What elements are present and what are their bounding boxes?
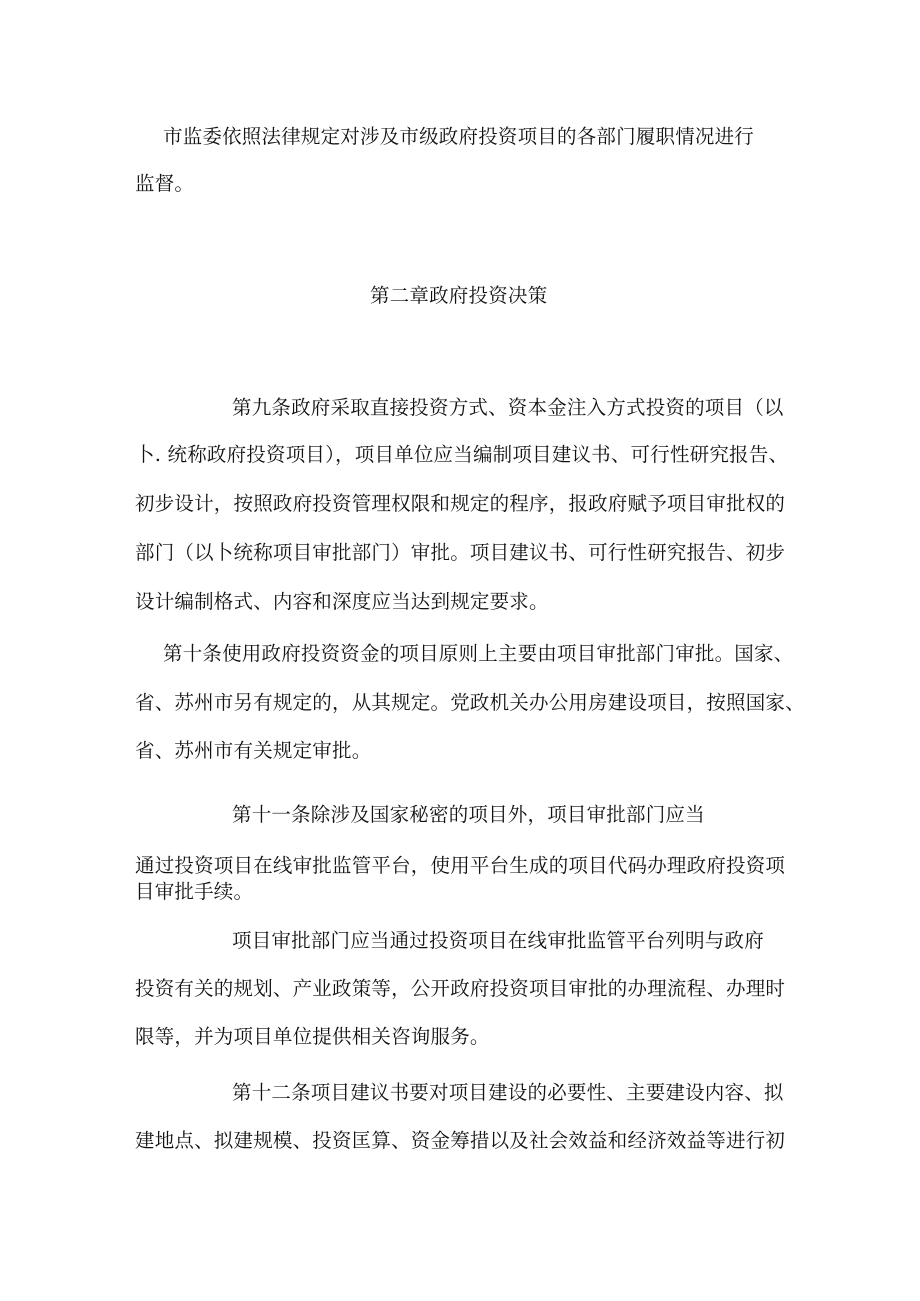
text-line: 第十二条项目建议书要对项目建设的必要性、主要建设内容、拟 (232, 1081, 784, 1104)
text-line: 投资有关的规划、产业政策等，公开政府投资项目审批的办理流程、办理时 (135, 977, 786, 1000)
text-line: 第十一条除涉及国家秘密的项目外，项目审批部门应当 (232, 803, 705, 826)
text-line: 项目审批部门应当通过投资项目在线审批监管平台列明与政府 (232, 929, 764, 952)
text-line: 卜. 统称政府投资项目），项目单位应当编制项目建议书、可行性研究报告、 (135, 443, 789, 466)
text-line: 省、苏州市有关规定审批。 (135, 739, 372, 762)
text-line: 部门（以卜统称项目审批部门）审批。项目建议书、可行性研究报告、初步 (135, 541, 786, 564)
chapter-heading: 第二章政府投资决策 (370, 284, 548, 307)
text-line: 省、苏州市另有规定的，从其规定。党政机关办公用房建设项目，按照国家、 (135, 691, 805, 714)
text-line: 建地点、拟建规模、投资匡算、资金筹措以及社会效益和经济效益等进行初 (135, 1129, 786, 1152)
text-line: 目审批手续。 (135, 880, 254, 903)
text-line: 通过投资项目在线审批监管平台，使用平台生成的项目代码办理政府投资项 (135, 854, 786, 877)
text-line: 市监委依照法律规定对涉及市级政府投资项目的各部门履职情况进行 (163, 125, 755, 148)
text-line: 监督。 (135, 172, 195, 195)
text-line: 设计编制格式、内容和深度应当达到规定要求。 (135, 590, 549, 613)
text-line: 第十条使用政府投资资金的项目原则上主要由项目审批部门审批。国家、 (163, 642, 794, 665)
text-line: 初步设计，按照政府投资管理权限和规定的程序，报政府赋予项目审批权的 (135, 492, 786, 515)
text-line: 限等，并为项目单位提供相关咨询服务。 (135, 1025, 490, 1048)
text-line: 第九条政府采取直接投资方式、资本金注入方式投资的项目（以 (232, 396, 784, 419)
